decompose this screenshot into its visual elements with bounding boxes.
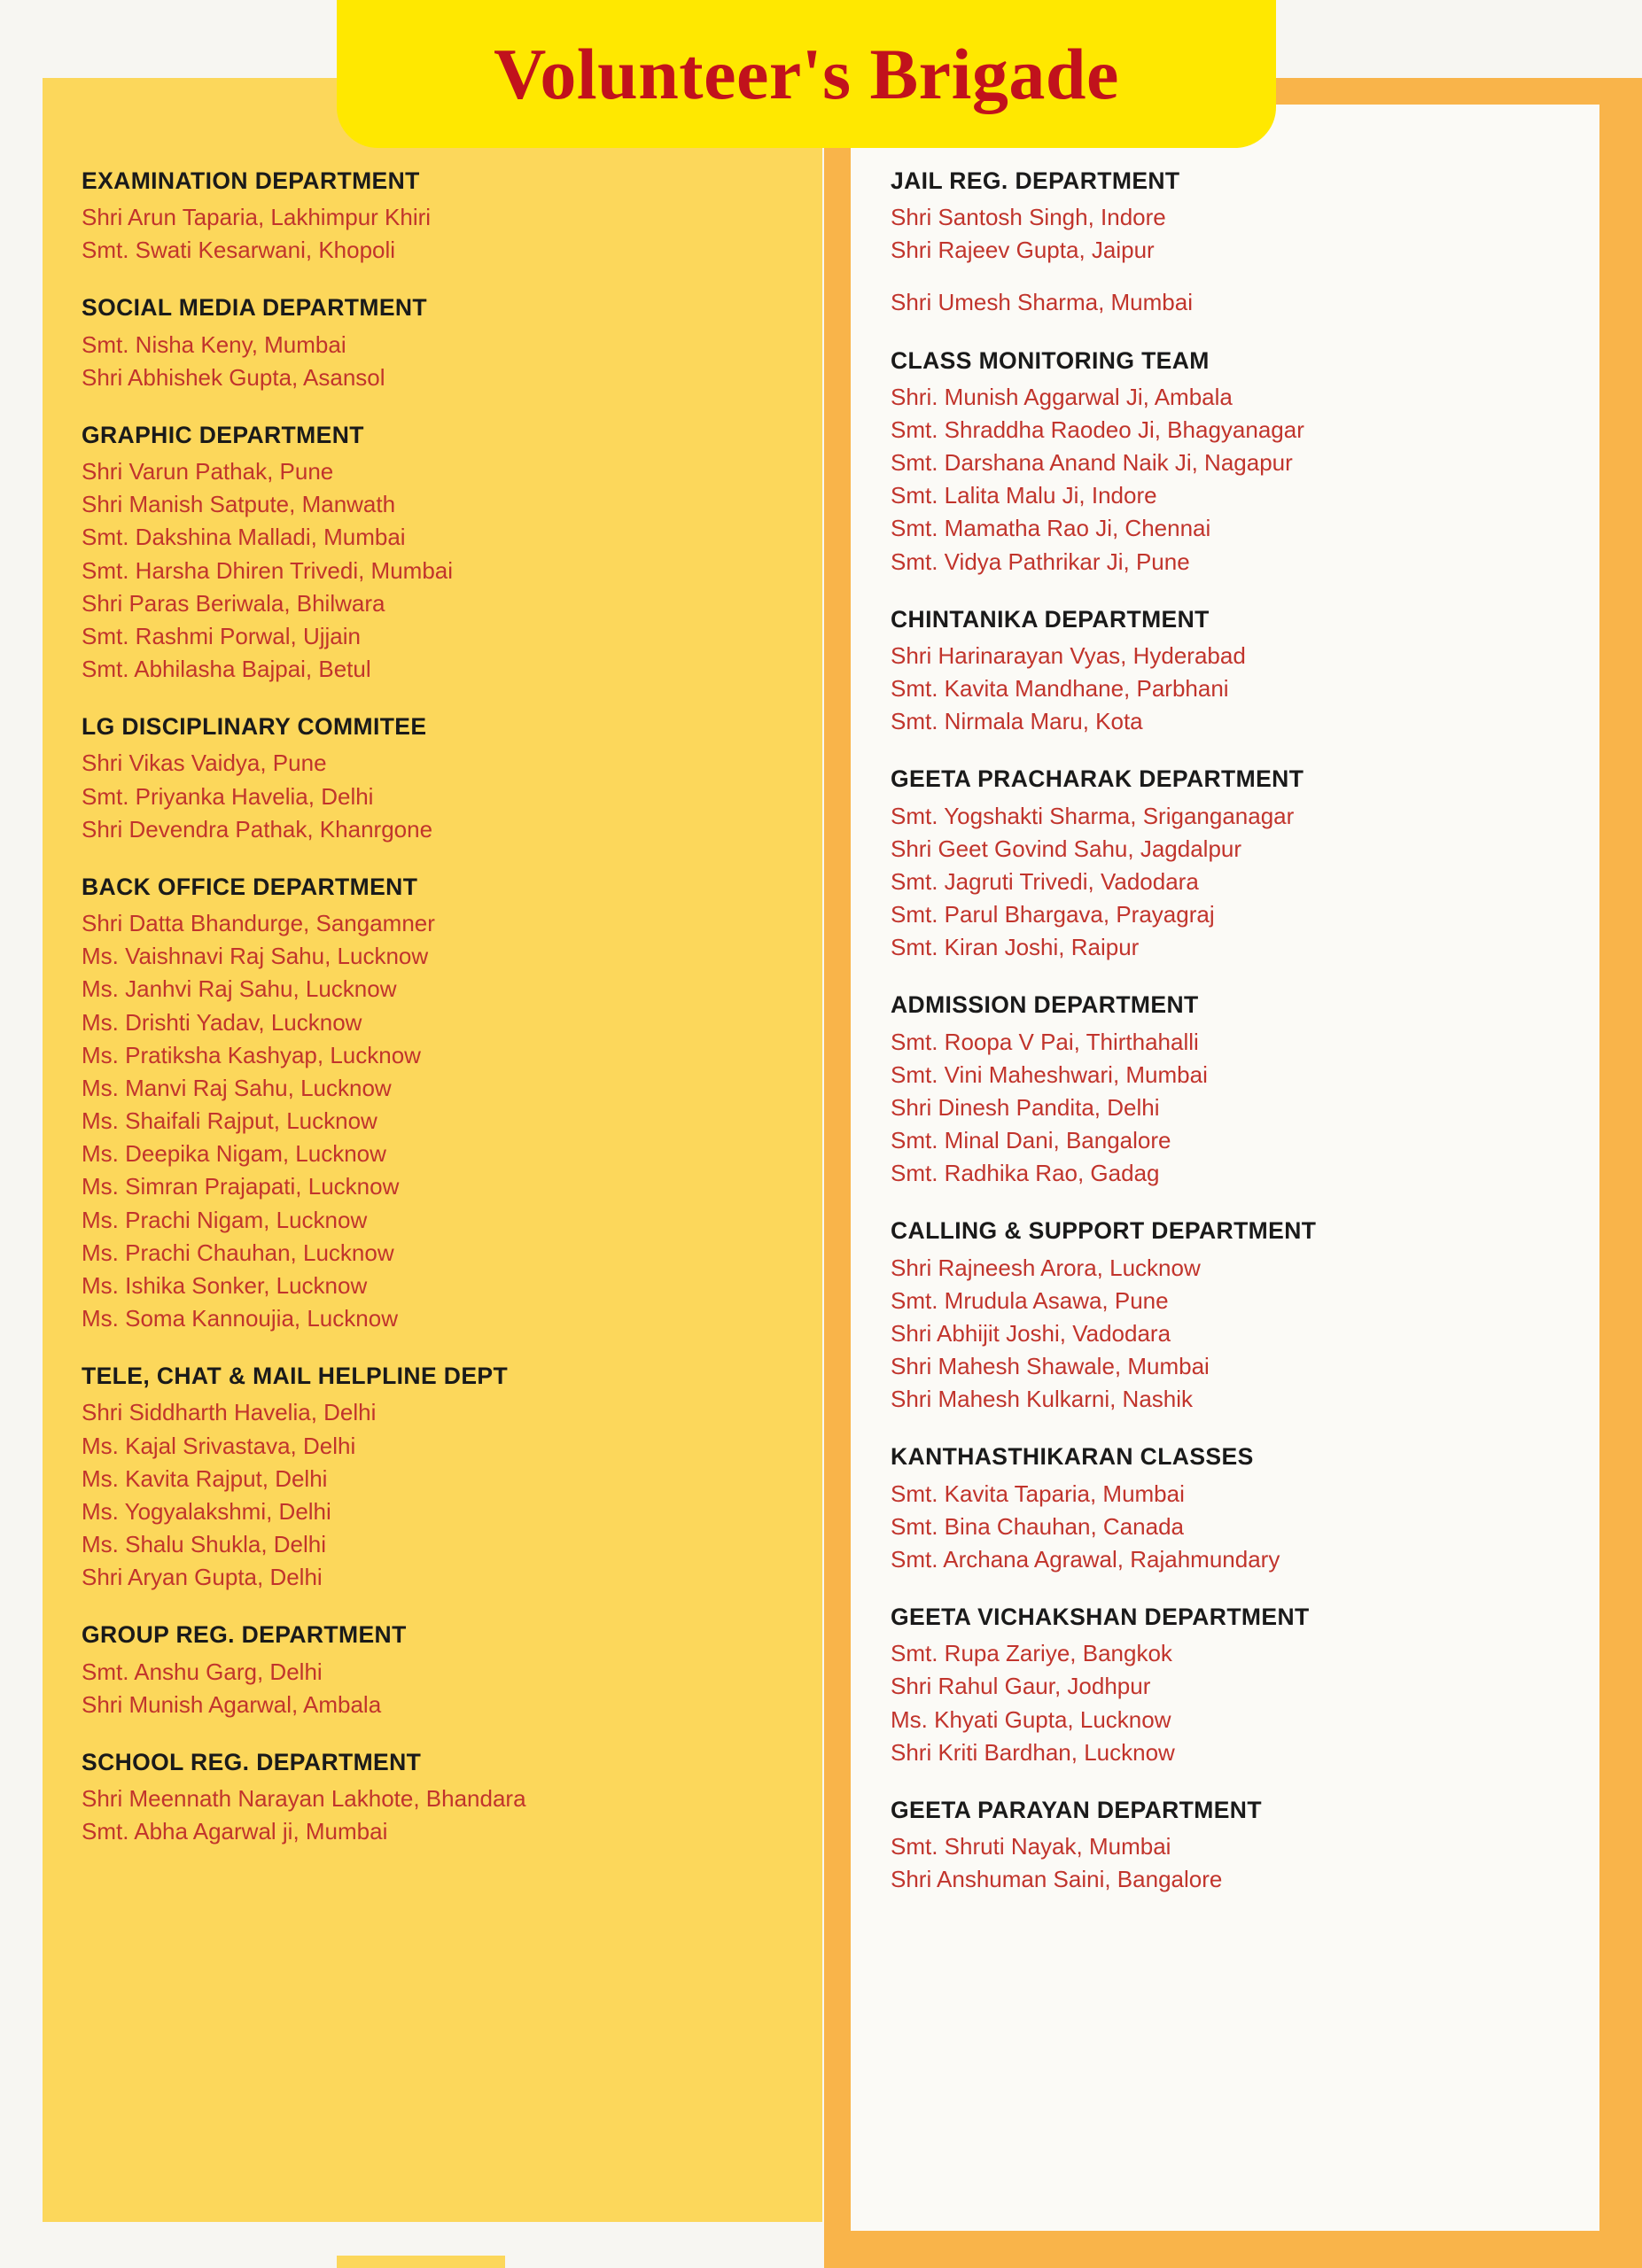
- department-title: LG DISCIPLINARY COMMITEE: [82, 713, 427, 741]
- department-block: [82, 421, 790, 686]
- member-name: Shri Rajneesh Arora, Lucknow: [891, 1254, 1201, 1281]
- member-name: Smt. Mamatha Rao Ji, Chennai: [891, 515, 1211, 542]
- member-name: Smt. Vidya Pathrikar Ji, Pune: [891, 548, 1190, 575]
- member-name: Shri Datta Bhandurge, Sangamner: [82, 910, 435, 937]
- member-name: Ms. Pratiksha Kashyap, Lucknow: [82, 1041, 421, 1068]
- member-name: Ms. Manvi Raj Sahu, Lucknow: [82, 1074, 392, 1101]
- department-title: KANTHASTHIKARAN CLASSES: [891, 1443, 1254, 1471]
- department-block: [891, 1603, 1599, 1769]
- member-name: Ms. Kajal Srivastava, Delhi: [82, 1432, 356, 1459]
- member-name: Shri Anshuman Saini, Bangalore: [891, 1866, 1223, 1893]
- member-name: Shri Mahesh Kulkarni, Nashik: [891, 1386, 1194, 1413]
- department-block: [891, 1442, 1599, 1576]
- member-name: Ms. Ishika Sonker, Lucknow: [82, 1271, 368, 1299]
- department-block: [82, 712, 790, 846]
- member-name: Shri Siddharth Havelia, Delhi: [82, 1399, 377, 1426]
- department-block: [891, 1216, 1599, 1416]
- department-title: SCHOOL REG. DEPARTMENT: [82, 1748, 422, 1775]
- department-title: GRAPHIC DEPARTMENT: [82, 421, 364, 448]
- member-name: Smt. Abha Agarwal ji, Mumbai: [82, 1818, 388, 1845]
- department-block: [82, 1362, 790, 1594]
- department-block: [82, 873, 790, 1335]
- member-name: Smt. Shraddha Raodeo Ji, Bhagyanagar: [891, 416, 1304, 443]
- department-title: GROUP REG. DEPARTMENT: [82, 1621, 407, 1649]
- member-name: Smt. Yogshakti Sharma, Sriganganagar: [891, 802, 1295, 829]
- member-name: Shri Abhijit Joshi, Vadodara: [891, 1319, 1171, 1347]
- member-name: Ms. Khyati Gupta, Lucknow: [891, 1705, 1171, 1733]
- department-title: TELE, CHAT & MAIL HELPLINE DEPT: [82, 1363, 509, 1390]
- member-name: Shri Paras Beriwala, Bhilwara: [82, 589, 385, 617]
- member-name: Smt. Abhilasha Bajpai, Betul: [82, 656, 371, 683]
- member-name: Shri Abhishek Gupta, Asansol: [82, 363, 385, 391]
- member-name: Ms. Janhvi Raj Sahu, Lucknow: [82, 975, 397, 1003]
- member-name: Smt. Bina Chauhan, Canada: [891, 1512, 1184, 1540]
- member-name: Smt. Darshana Anand Naik Ji, Nagapur: [891, 449, 1293, 477]
- member-name: Ms. Shalu Shukla, Delhi: [82, 1531, 327, 1558]
- member-name: Smt. Lalita Malu Ji, Indore: [891, 482, 1157, 509]
- member-name: Smt. Kiran Joshi, Raipur: [891, 934, 1140, 961]
- department-title: GEETA PARAYAN DEPARTMENT: [891, 1796, 1262, 1823]
- department-block: [891, 605, 1599, 739]
- member-name: Shri Geet Govind Sahu, Jagdalpur: [891, 835, 1242, 862]
- member-name: Ms. Prachi Nigam, Lucknow: [82, 1206, 368, 1233]
- member-name: Shri Manish Satpute, Manwath: [82, 491, 396, 518]
- member-name: Smt. Dakshina Malladi, Mumbai: [82, 524, 406, 551]
- member-name: Smt. Roopa V Pai, Thirthahalli: [891, 1028, 1199, 1055]
- member-name: Shri Arun Taparia, Lakhimpur Khiri: [82, 204, 432, 231]
- member-name: Shri Dinesh Pandita, Delhi: [891, 1093, 1160, 1121]
- page-title: Volunteer's Brigade: [494, 33, 1119, 114]
- member-name: Smt. Shruti Nayak, Mumbai: [891, 1832, 1171, 1860]
- member-name: Shri Vikas Vaidya, Pune: [82, 750, 327, 777]
- member-name: Shri Santosh Singh, Indore: [891, 204, 1166, 231]
- department-title: EXAMINATION DEPARTMENT: [82, 167, 420, 194]
- member-name: Ms. Simran Prajapati, Lucknow: [82, 1173, 400, 1200]
- member-name: Ms. Prachi Chauhan, Lucknow: [82, 1239, 394, 1266]
- member-name: Smt. Harsha Dhiren Trivedi, Mumbai: [82, 556, 454, 584]
- department-block: [891, 990, 1599, 1190]
- member-name: Ms. Yogyalakshmi, Delhi: [82, 1497, 331, 1525]
- department-block: [82, 167, 790, 267]
- title-banner: [337, 0, 1276, 148]
- member-name: Shri Harinarayan Vyas, Hyderabad: [891, 641, 1246, 669]
- department-block: [891, 765, 1599, 964]
- member-name: Shri Aryan Gupta, Delhi: [82, 1564, 323, 1591]
- member-name: Shri Munish Agarwal, Ambala: [82, 1690, 382, 1718]
- member-name: Ms. Drishti Yadav, Lucknow: [82, 1008, 362, 1036]
- member-name: Smt. Mrudula Asawa, Pune: [891, 1286, 1169, 1314]
- member-name: Smt. Radhika Rao, Gadag: [891, 1160, 1160, 1187]
- department-block: [891, 346, 1599, 579]
- member-name: Shri. Munish Aggarwal Ji, Ambala: [891, 383, 1233, 410]
- member-name: Shri Rahul Gaur, Jodhpur: [891, 1673, 1151, 1700]
- member-name: Smt. Rupa Zariye, Bangkok: [891, 1640, 1172, 1667]
- department-title: CHINTANIKA DEPARTMENT: [891, 605, 1210, 633]
- member-name: Smt. Priyanka Havelia, Delhi: [82, 782, 374, 810]
- left-column: [82, 167, 790, 1848]
- member-name: Ms. Vaishnavi Raj Sahu, Lucknow: [82, 943, 429, 970]
- member-name: Smt. Parul Bhargava, Prayagraj: [891, 901, 1215, 928]
- member-name: Smt. Nirmala Maru, Kota: [891, 708, 1143, 735]
- member-name: Shri Kriti Bardhan, Lucknow: [891, 1738, 1175, 1766]
- member-name: Ms. Soma Kannoujia, Lucknow: [82, 1305, 398, 1332]
- department-title: SOCIAL MEDIA DEPARTMENT: [82, 294, 428, 322]
- member-name: Smt. Jagruti Trivedi, Vadodara: [891, 867, 1199, 895]
- department-title: BACK OFFICE DEPARTMENT: [82, 873, 418, 900]
- member-name: Shri Mahesh Shawale, Mumbai: [891, 1353, 1210, 1380]
- member-name: Ms. Shaifali Rajput, Lucknow: [82, 1107, 377, 1135]
- department-title: GEETA PRACHARAK DEPARTMENT: [891, 765, 1304, 793]
- member-name: Smt. Swati Kesarwani, Khopoli: [82, 237, 396, 264]
- member-name: Shri Devendra Pathak, Khanrgone: [82, 815, 433, 843]
- member-name: Shri Varun Pathak, Pune: [82, 458, 334, 485]
- department-title: GEETA VICHAKSHAN DEPARTMENT: [891, 1604, 1310, 1631]
- department-block: [82, 1748, 790, 1848]
- member-name: Shri Meennath Narayan Lakhote, Bhandara: [82, 1785, 526, 1813]
- member-name: Smt. Rashmi Porwal, Ujjain: [82, 622, 361, 649]
- member-name: Smt. Kavita Taparia, Mumbai: [891, 1480, 1185, 1507]
- department-title: CLASS MONITORING TEAM: [891, 346, 1210, 374]
- department-title: ADMISSION DEPARTMENT: [891, 991, 1199, 1019]
- member-name: Ms. Deepika Nigam, Lucknow: [82, 1140, 386, 1168]
- member-name: Shri Rajeev Gupta, Jaipur: [891, 237, 1155, 264]
- member-name: Smt. Anshu Garg, Delhi: [82, 1658, 323, 1685]
- department-block: [891, 1796, 1599, 1896]
- department-title: JAIL REG. DEPARTMENT: [891, 167, 1180, 194]
- member-name: Smt. Vini Maheshwari, Mumbai: [891, 1060, 1208, 1088]
- member-name: Shri Umesh Sharma, Mumbai: [891, 289, 1193, 316]
- member-name: Smt. Nisha Keny, Mumbai: [82, 330, 346, 358]
- member-name: Ms. Kavita Rajput, Delhi: [82, 1464, 328, 1492]
- department-block: [82, 1620, 790, 1720]
- member-name: Smt. Archana Agrawal, Rajahmundary: [891, 1545, 1280, 1573]
- department-title: CALLING & SUPPORT DEPARTMENT: [891, 1217, 1317, 1245]
- department-block: [891, 167, 1599, 320]
- right-column: [891, 167, 1599, 1896]
- bottom-notch-decoration: [337, 2256, 505, 2268]
- department-block: [82, 293, 790, 393]
- member-name: Smt. Minal Dani, Bangalore: [891, 1127, 1171, 1154]
- member-name: Smt. Kavita Mandhane, Parbhani: [891, 675, 1229, 703]
